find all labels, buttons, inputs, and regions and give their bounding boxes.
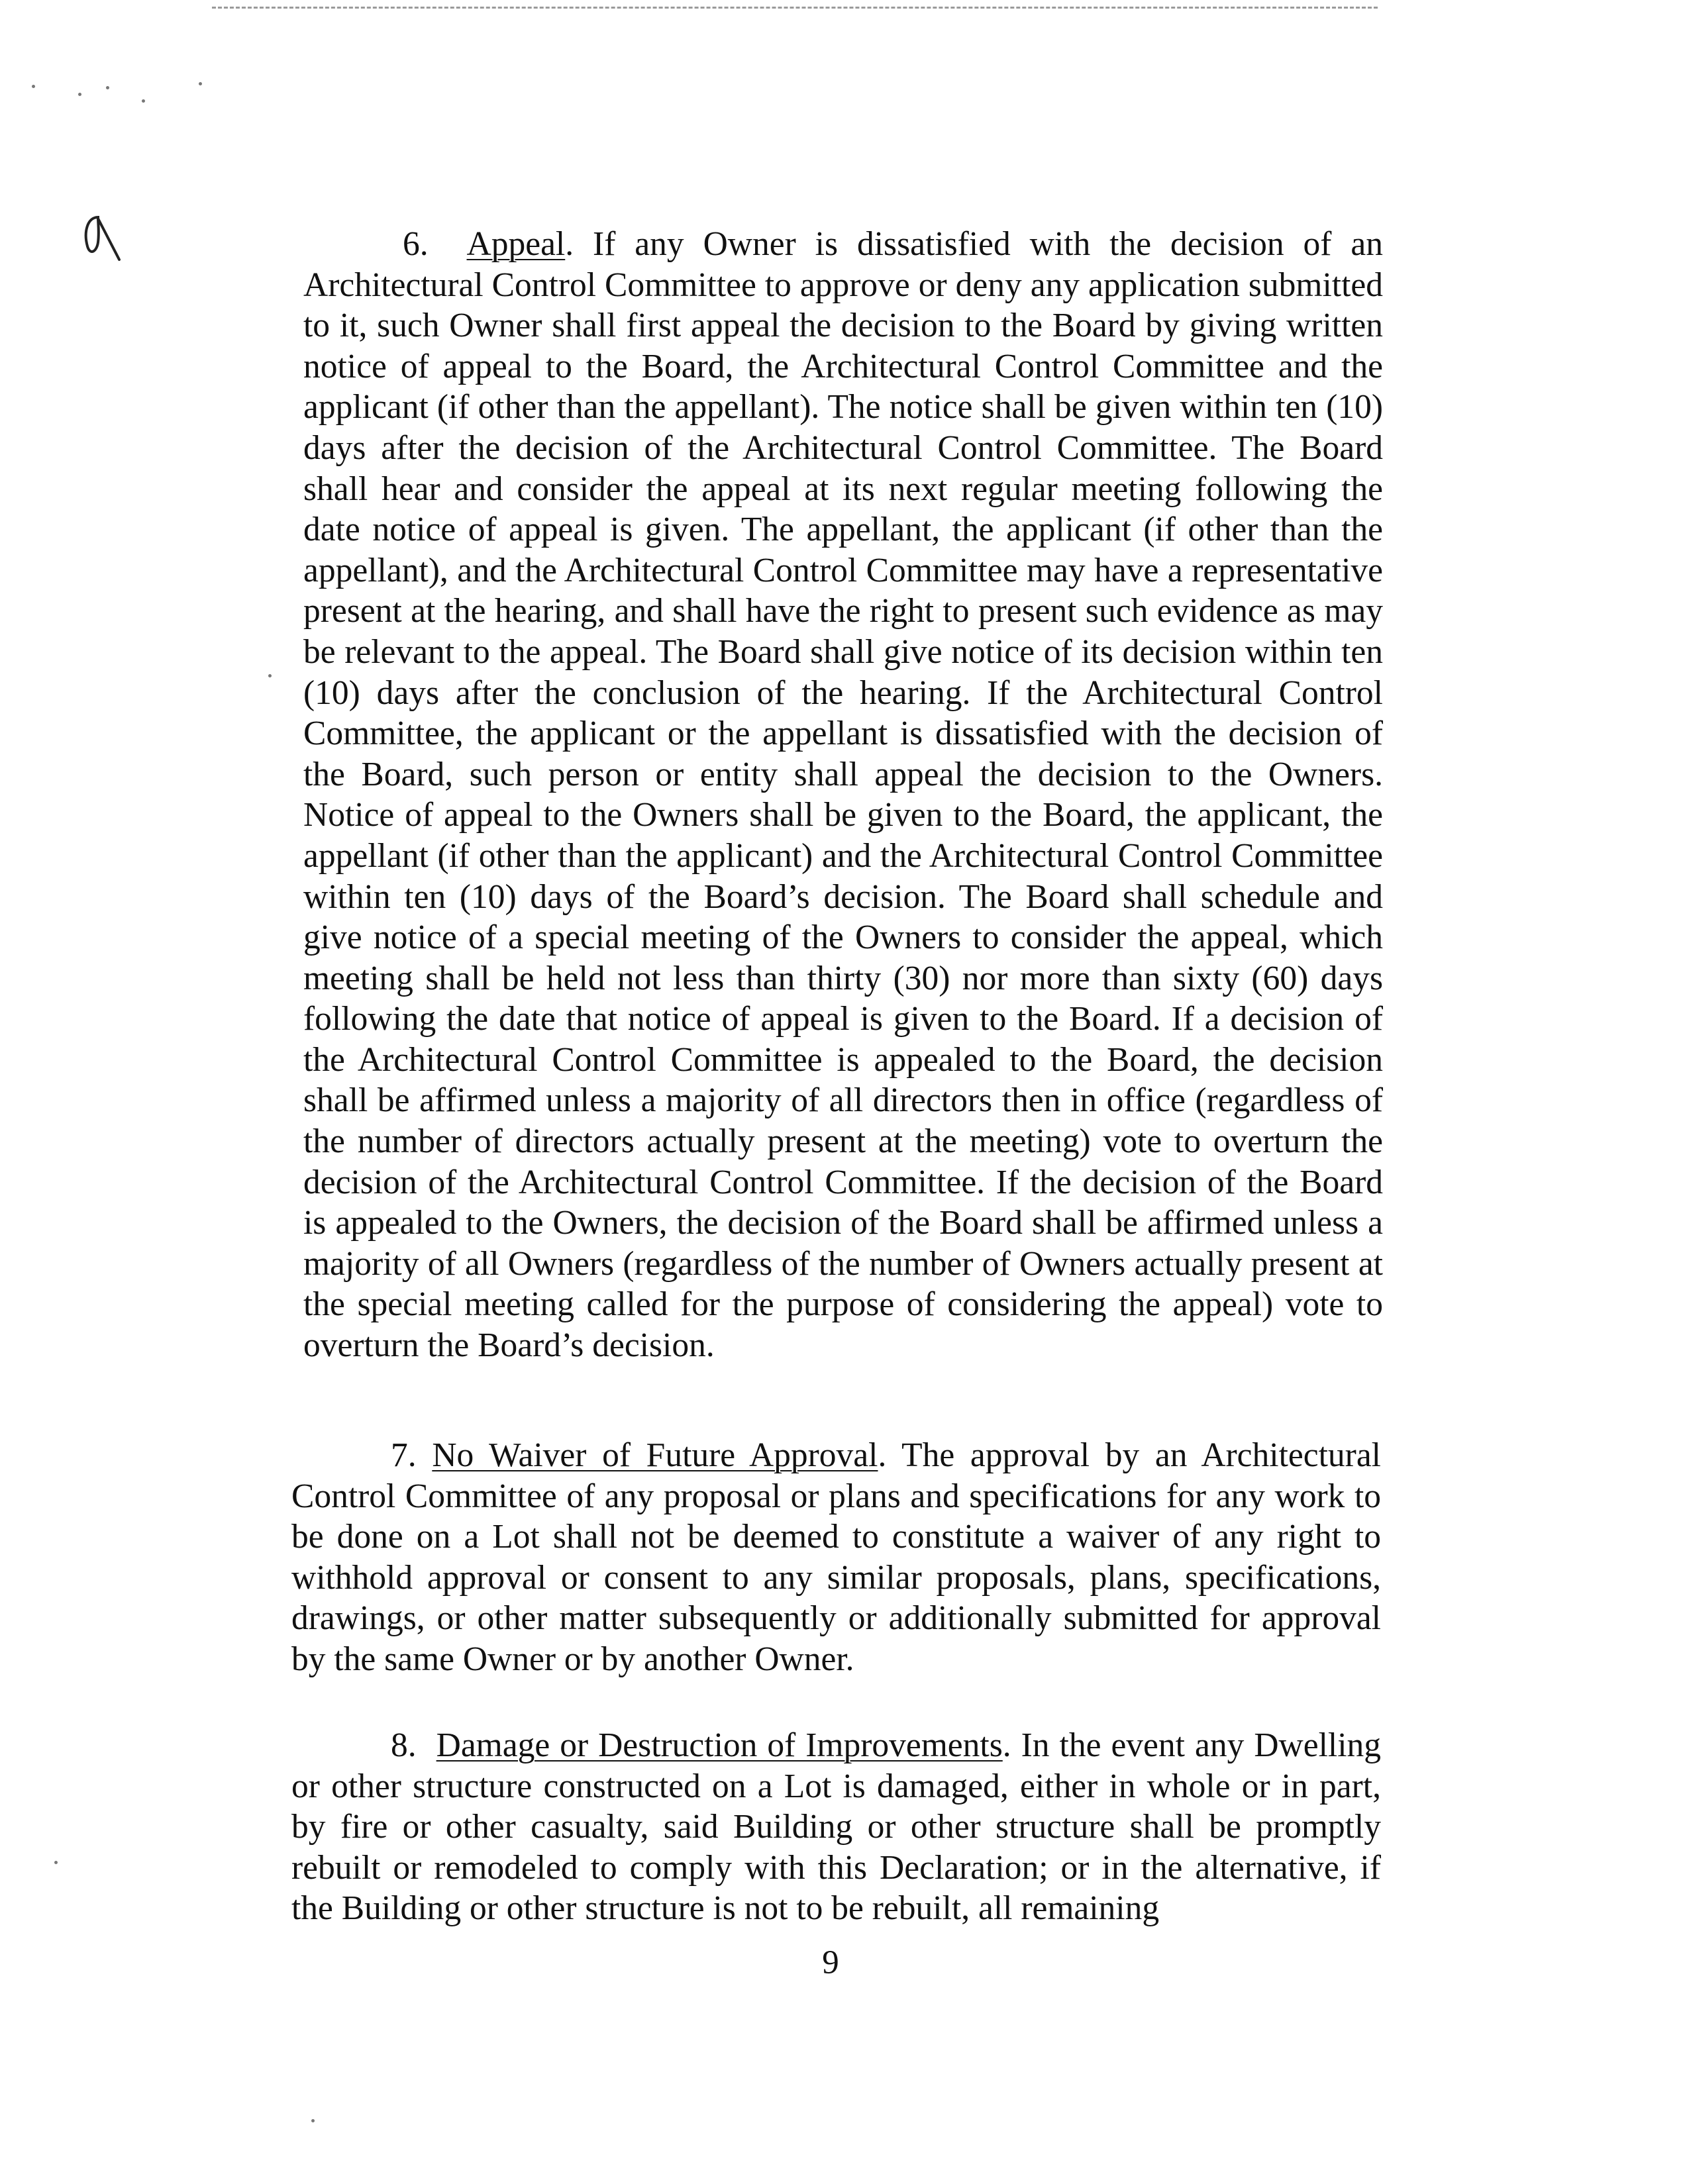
page-number-text: 9 bbox=[822, 1944, 839, 1981]
section-paragraph bbox=[291, 1725, 1381, 1929]
section-number: 7. bbox=[391, 1436, 417, 1474]
scan-speck bbox=[142, 99, 145, 103]
section-body: . If any Owner is dissatisfied with the decision of an Architectural Control Committee to approve or deny any application submitted to it, such Owner shall first appeal the decision to the Board by giving written notice of appeal to the Board, the Architectural Control Committee and the applicant (if other than the appellant). The notice shall be given within ten (10) days after the decision of the Architectural Control Committee. The Board shall hear and consider the appeal at its next regular meeting following the date notice of appeal is given. The appellant, the applicant (if other than the appellant), and the Architectural Control Committee may have a representative present at the hearing, and shall have the right to present such evidence as may be relevant to the appeal. The Board shall give notice of its decision within ten (10) days after the conclusion of the hearing. If the Architectural Control Committee, the applicant or the appellant is dissatisfied with the decision of the Board, such person or entity shall appeal the decision to the Owners. Notice of appeal to the Owners shall be given to the Board, the applicant, the appellant (if other than the applicant) and the Architectural Control Committee within ten (10) days of the Board’s decision. The Board shall schedule and give notice of a special meeting of the Owners to consider the appeal, which meeting shall be held not less than thirty (30) nor more than sixty (60) days following the date that notice of appeal is given to the Board. If a decision of the Architectural Control Committee is appealed to the Board, the decision shall be affirmed unless a majority of all directors then in office (regardless of the number of directors actually present at the meeting) vote to overturn the decision of the Architectural Control Committee. If the decision of the Board is appealed to the Owners, the decision of the Board shall be affirmed unless a majority of all Owners (regardless of the number of Owners actually present at the special meeting called for the purpose of considering the appeal) vote to overturn the Board’s decision. bbox=[303, 225, 1384, 1365]
page-number bbox=[0, 1944, 1685, 1982]
section-6-appeal bbox=[303, 224, 1383, 1366]
section-body: . The approval by an Architectural Control Committee of any proposal or plans and specifications for any work to be done on a Lot shall not be deemed to constitute a waiver of any right to withhold approval or consent to any similar proposals, plans, specifications, drawings, or other matter subsequently or additionally submitted for approval by the same Owner or by another Owner. bbox=[291, 1436, 1381, 1678]
section-body: . In the event any Dwelling or other structure constructed on a Lot is damaged, either in whole or in part, by fire or other casualty, said Building or other structure shall be promptly rebuilt or remodeled to comply with this Declaration; or in the alternative, if the Building or other structure is not to be rebuilt, all remaining bbox=[291, 1726, 1381, 1928]
scan-speck bbox=[311, 2119, 315, 2122]
section-8-damage bbox=[291, 1725, 1381, 1929]
section-paragraph bbox=[291, 1435, 1381, 1680]
scan-top-rule bbox=[212, 7, 1378, 9]
scan-speck bbox=[32, 85, 35, 88]
section-number: 8. bbox=[391, 1726, 417, 1764]
section-number: 6. bbox=[403, 225, 429, 263]
scan-speck bbox=[199, 82, 202, 85]
section-paragraph bbox=[303, 224, 1383, 1366]
section-heading: No Waiver of Future Approval bbox=[432, 1436, 878, 1474]
handwritten-margin-mark-icon bbox=[78, 205, 125, 278]
section-heading: Appeal bbox=[466, 225, 566, 263]
scan-speck bbox=[54, 1861, 58, 1864]
scan-speck bbox=[268, 674, 272, 677]
section-7-no-waiver bbox=[291, 1435, 1381, 1680]
scan-speck bbox=[106, 86, 109, 89]
scan-speck bbox=[78, 93, 81, 96]
section-heading: Damage or Destruction of Improvements bbox=[436, 1726, 1003, 1764]
